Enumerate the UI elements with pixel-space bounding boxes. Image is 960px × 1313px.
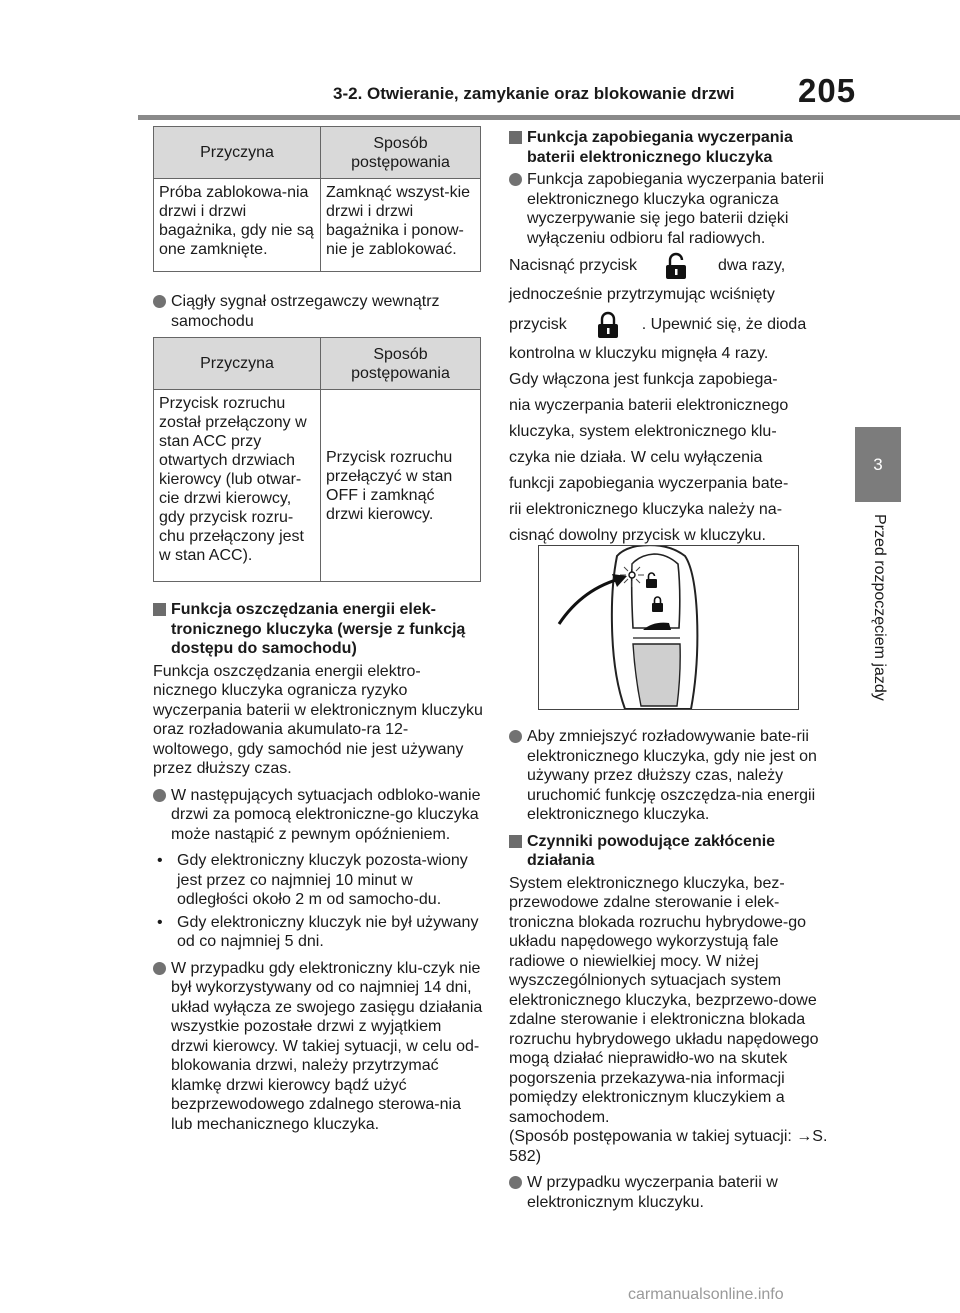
left-column [153, 292, 483, 331]
bullet-text: Aby zmniejszyć rozładowywanie bate-rii elektronicznego kluczyka, gdy nie jest on używany przez dłuższy czas, należy uruchomić funkcję oszczędza-nia energii elektronicznego kluczyka. [527, 728, 817, 823]
instruction-line: kontrolna w kluczyku mignęła 4 razy. [509, 345, 769, 362]
heading-text: Funkcja zapobiegania wyczerpania baterii elektronicznego kluczyka [527, 129, 793, 166]
bullet-dot-icon [509, 173, 522, 186]
bullet-text: W następujących sytuacjach odbloko-wanie drzwi za pomocą elektroniczne-go kluczyka może nastąpić z pewnym opóźnieniem. [171, 786, 481, 843]
heading-energy-saving [153, 600, 483, 659]
heading-interference [509, 832, 834, 871]
table-cell: Próba zablokowa-nia drzwi i drzwi bagażnika, gdy nie są one zamknięte. [154, 179, 321, 272]
right-column [509, 128, 834, 549]
right-column-lower [509, 727, 834, 1219]
instruction-line: rii elektronicznego kluczyka należy na- [509, 501, 783, 518]
instruction-line: Gdy włączona jest funkcja zapobiega- [509, 371, 778, 388]
bullet-battery-depleted [509, 1173, 834, 1212]
instruction-line: nia wyczerpania baterii elektronicznego [509, 397, 789, 414]
bullet-14-days [153, 959, 483, 1135]
bullet-dot-icon [509, 730, 522, 743]
table-header-cause: Przyczyna [154, 127, 321, 179]
bullet-unlock-delay [153, 786, 483, 845]
bullet-battery-saving [509, 170, 834, 248]
header-rule [138, 115, 960, 120]
table-cell: Zamknąć wszyst-kie drzwi i drzwi bagażnika i ponow-nie je zablokować. [321, 179, 481, 272]
page-number: 205 [798, 72, 857, 109]
paragraph-interference: System elektronicznego kluczyka, bez-przewodowe zdalne sterowanie i elek-troniczna blokada rozruchu hybrydowe-go układu napędowego wykorzystują fale radiowe o niewielkiej mocy. W niżej wyszczególnionych sytuacjach system elektronicznego kluczyka, bezprzewo-dowe zdalne sterowanie i elektroniczna blokada rozruchu hybrydowego układu napędowego mogą działać nieprawidło-wo na skutek pogorszenia przekazywa-nia informacji pomiędzy elektronicznym kluczykiem a samochodem. [509, 874, 819, 1126]
instruction-text: przycisk [509, 316, 567, 334]
table-row [154, 390, 481, 582]
bullet-text: W przypadku gdy elektroniczny klu-czyk nie był wykorzystywany od co najmniej 14 dni, układ wyłącza ze swojego zasięgu działania wszystkie pozostałe drzwi z wyjątkiem drzwi kierowcy. W takiej sytuacji, w celu od-blokowania drzwi, należy przytrzymać klamkę drzwi kierowcy bądź użyć bezprzewodowego zdalnego sterowa-nia lub mechanicznego kluczyka. [171, 959, 483, 1133]
bullet-dot-icon [153, 789, 166, 802]
paragraph-energy-saving: Funkcja oszczędzania energii elektro-nicznego kluczyka ogranicza ryzyko wyczerpania baterii w elektronicznym kluczyku oraz rozładowania akumulato-ra 12-woltowego, gdy samochód nie jest używany przez dłuższy czas. [153, 662, 483, 777]
table-cell: Przycisk rozruchu został przełączony w stan ACC przy otwartych drzwiach kierowcy (lub otwar-cie drzwi kierowcy, gdy przycisk rozru-chu przełączony jest w stan ACC). [154, 390, 321, 582]
sub-bullet-text: Gdy elektroniczny kluczyk nie był używany od co najmniej 5 dni. [177, 913, 479, 950]
instruction-text: dwa razy, [717, 257, 786, 275]
square-bullet-icon [509, 131, 522, 144]
bullet-text: W przypadku wyczerpania baterii w elektronicznym kluczyku. [527, 1174, 778, 1211]
table-lock-failure [153, 126, 481, 272]
bullet-dot-icon [153, 962, 166, 975]
chapter-title: Przed rozpoczęciem jazdy [871, 514, 888, 701]
heading-text: Funkcja oszczędzania energii elek-tronicznego kluczyka (wersje z funkcją dostępu do samochodu) [171, 601, 466, 657]
sub-bullet-marker: • [157, 852, 163, 869]
unlock-key-icon [663, 252, 689, 280]
bullet-dot-icon [153, 295, 166, 308]
heading-text: Czynniki powodujące zakłócenie działania [527, 832, 776, 869]
bullet-continuous-alarm [153, 292, 483, 331]
table-header-action: Sposób postępowania [321, 338, 481, 390]
sub-bullet [157, 913, 483, 952]
sub-bullet [157, 851, 483, 910]
square-bullet-icon [153, 603, 166, 616]
table-header-action: Sposób postępowania [321, 127, 481, 179]
instruction-line: jednocześnie przytrzymując wciśnięty [509, 286, 775, 303]
chapter-tab[interactable]: 3 [855, 427, 901, 502]
instruction-text: . Upewnić się, że dioda [641, 316, 807, 334]
instruction-text: Nacisnąć przycisk [509, 257, 638, 275]
page-reference[interactable]: (Sposób postępowania w takiej sytuacji: →S. 582) [509, 1128, 828, 1165]
lock-key-icon [595, 311, 621, 339]
instruction-line [509, 311, 834, 339]
left-column-lower [153, 600, 483, 1141]
sub-bullet-text: Gdy elektroniczny kluczyk pozosta-wiony jest przez co najmniej 10 minut w odległości około 2 m od samocho-du. [177, 852, 468, 908]
bullet-text: Funkcja zapobiegania wyczerpania baterii elektronicznego kluczyka ogranicza wyczerpywanie się jego baterii dzięki wyłączeniu odbioru fal radiowych. [527, 171, 825, 247]
table-header-cause: Przyczyna [154, 338, 321, 390]
sub-bullet-marker: • [157, 913, 163, 931]
bullet-dot-icon [509, 1176, 522, 1189]
instruction-line: kluczyka, system elektronicznego klu- [509, 423, 777, 440]
bullet-reduce-discharge [509, 727, 834, 825]
table-cell: Przycisk rozruchu przełączyć w stan OFF i zamknąć drzwi kierowcy. [321, 390, 481, 582]
instruction-line [509, 252, 834, 280]
header-title: 3-2. Otwieranie, zamykanie oraz blokowanie drzwi [333, 84, 735, 103]
instruction-line: cisnąć dowolny przycisk w kluczyku. [509, 527, 766, 544]
table-acc-warning [153, 337, 481, 582]
square-bullet-icon [509, 835, 522, 848]
key-fob-illustration [538, 545, 799, 710]
heading-battery-saving [509, 128, 834, 167]
instruction-line: czyka nie działa. W celu wyłączenia [509, 449, 763, 466]
bullet-text: Ciągły sygnał ostrzegawczy wewnątrz samochodu [171, 293, 440, 330]
instruction-line: funkcji zapobiegania wyczerpania bate- [509, 475, 789, 492]
table-row [154, 179, 481, 272]
watermark: carmanualsonline.info [628, 1286, 784, 1303]
